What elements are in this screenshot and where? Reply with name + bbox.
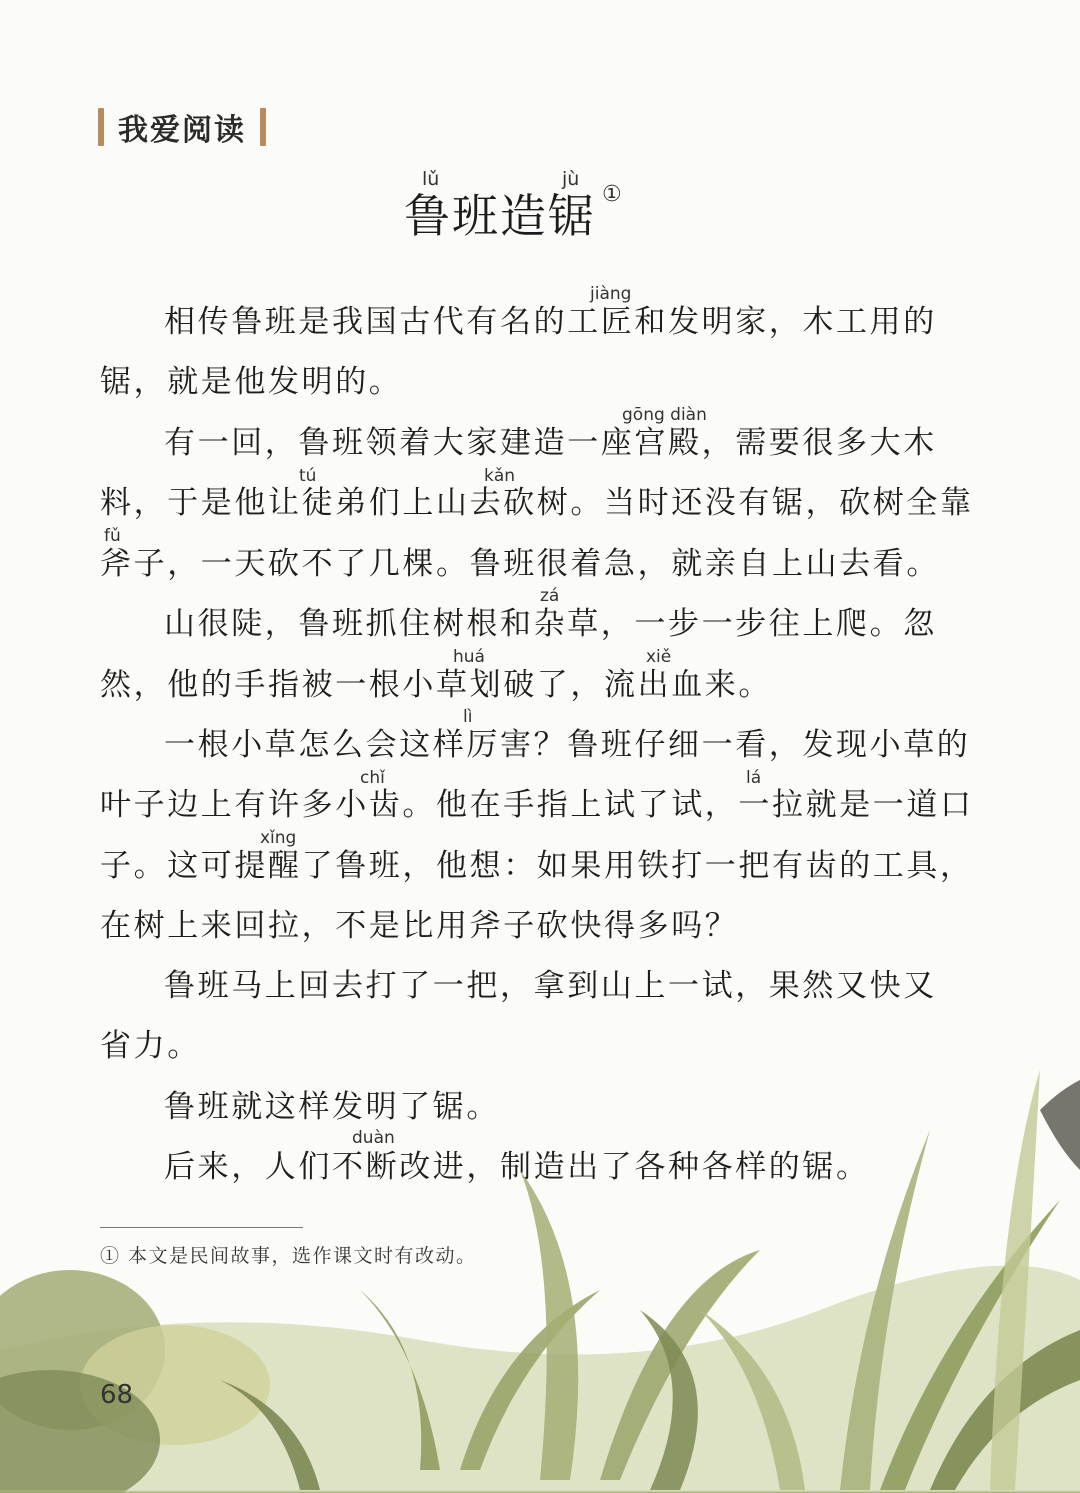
pinyin-xie: xiě <box>646 647 672 667</box>
paragraph-4-line-1: 一根小草怎么会这样厉害？鲁班仔细一看，发现小草的 <box>164 727 971 763</box>
pinyin-kan: kǎn <box>484 466 516 486</box>
paragraph-2-line-1: 有一回，鲁班领着大家建造一座宫殿，需要很多大木 <box>164 425 937 461</box>
paragraph-5-line-2: 省力。 <box>100 1028 201 1064</box>
paragraph-1-line-2: 锯，就是他发明的。 <box>100 364 403 400</box>
paragraph-6-line-1: 鲁班就这样发明了锯。 <box>164 1089 500 1125</box>
paragraph-2-line-2: 料，于是他让徒弟们上山去砍树。当时还没有锯，砍树全靠 <box>100 485 974 521</box>
pinyin-chi: chǐ <box>360 768 385 788</box>
pinyin-li: lì <box>463 707 473 727</box>
foliage-illustration <box>0 1050 1080 1493</box>
pinyin-fu: fǔ <box>104 526 121 546</box>
title-footnote-mark: ① <box>602 182 622 207</box>
pinyin-tu: tú <box>299 466 317 486</box>
page-number: 68 <box>100 1380 134 1410</box>
paragraph-3-line-1: 山很陡，鲁班抓住树根和杂草，一步一步往上爬。忽 <box>164 606 937 642</box>
header-bar-left <box>98 108 104 146</box>
title-pinyin-ju: jù <box>562 168 580 190</box>
pinyin-xing: xǐng <box>260 828 297 848</box>
paragraph-5-line-1: 鲁班马上回去打了一把，拿到山上一试，果然又快又 <box>164 968 937 1004</box>
pinyin-duan: duàn <box>352 1128 395 1148</box>
paragraph-1-line-1: 相传鲁班是我国古代有名的工匠和发明家，木工用的 <box>164 304 937 340</box>
pinyin-za: zá <box>540 586 560 606</box>
lesson-title-block <box>404 168 644 248</box>
pinyin-jiang: jiàng <box>590 284 632 304</box>
paragraph-2-line-3: 斧子，一天砍不了几棵。鲁班很着急，就亲自上山去看。 <box>100 546 940 582</box>
header-bar-right <box>260 108 266 146</box>
paragraph-4-line-3: 子。这可提醒了鲁班，他想：如果用铁打一把有齿的工具， <box>100 848 974 884</box>
footnote: ① 本文是民间故事，选作课文时有改动。 <box>100 1245 477 1267</box>
pinyin-la: lá <box>746 768 762 788</box>
lesson-title: 鲁班造锯 <box>404 189 596 243</box>
paragraph-4-line-4: 在树上来回拉，不是比用斧子砍快得多吗？ <box>100 908 739 944</box>
paragraph-7-line-1: 后来，人们不断改进，制造出了各种各样的锯。 <box>164 1149 870 1185</box>
paragraph-3-line-2: 然，他的手指被一根小草划破了，流出血来。 <box>100 667 772 703</box>
paragraph-4-line-2: 叶子边上有许多小齿。他在手指上试了试，一拉就是一道口 <box>100 787 974 823</box>
section-title: 我爱阅读 <box>118 113 246 148</box>
pinyin-hua: huá <box>453 647 485 667</box>
section-header <box>98 106 266 148</box>
pinyin-gongdian: gōng diàn <box>622 405 707 425</box>
title-pinyin-lu: lǔ <box>422 168 440 190</box>
